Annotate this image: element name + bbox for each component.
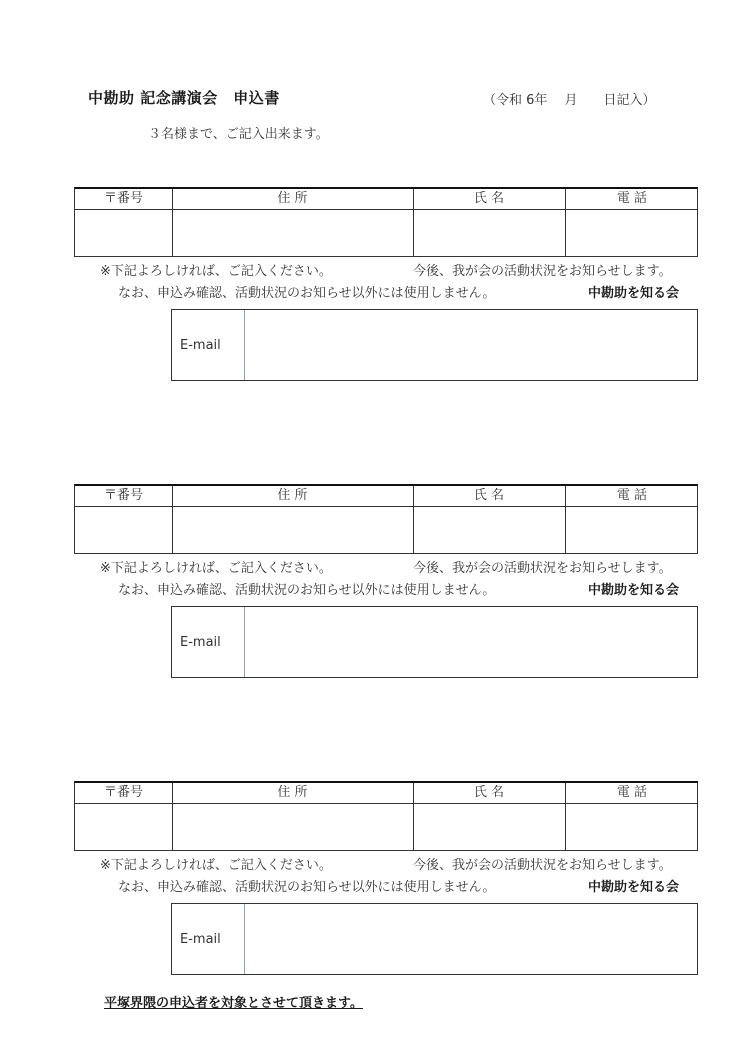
- address-field[interactable]: [173, 507, 413, 554]
- phone-header: 電 話: [616, 191, 648, 206]
- notice-line-2a: なお、申込み確認、活動状況のお知らせ以外には使用しません。: [118, 286, 496, 301]
- address-field[interactable]: [173, 210, 413, 257]
- name-header: 氏 名: [473, 785, 505, 800]
- subtitle: ３名様まで、ご記入出来ます。: [148, 127, 329, 142]
- notice-line-1b: 今後、我が会の活動状況をお知らせします。: [413, 561, 672, 576]
- email-field[interactable]: [245, 904, 697, 974]
- address-header: 住 所: [277, 488, 308, 503]
- notice-line-1b: 今後、我が会の活動状況をお知らせします。: [413, 264, 672, 279]
- organization-name: 中勘助を知る会: [588, 286, 680, 301]
- name-field[interactable]: [414, 804, 565, 851]
- address-header: 住 所: [277, 785, 308, 800]
- address-field[interactable]: [173, 804, 413, 851]
- registrant-table: [74, 781, 698, 851]
- email-box: [171, 903, 698, 975]
- notice-line-1a: ※下記よろしければ、ご記入ください。: [100, 561, 332, 576]
- postal-code-field[interactable]: [75, 210, 172, 257]
- registrant-table: [74, 187, 698, 257]
- email-box: [171, 309, 698, 381]
- notice-line-1a: ※下記よろしければ、ご記入ください。: [100, 858, 332, 873]
- phone-header: 電 話: [616, 488, 648, 503]
- date-note: （令和 6年 月 日記入）: [483, 93, 656, 108]
- phone-header: 電 話: [616, 785, 648, 800]
- email-label: E-mail: [180, 635, 221, 650]
- table-header-row: [75, 189, 697, 210]
- organization-name: 中勘助を知る会: [588, 880, 680, 895]
- email-field[interactable]: [245, 607, 697, 677]
- name-header: 氏 名: [473, 488, 505, 503]
- phone-field[interactable]: [566, 804, 697, 851]
- form-title: 中勘助 記念講演会 申込書: [88, 89, 280, 107]
- postal-code-header: 〒番号: [103, 488, 143, 503]
- email-box: [171, 606, 698, 678]
- notice-line-2a: なお、申込み確認、活動状況のお知らせ以外には使用しません。: [118, 583, 496, 598]
- registrant-block-1: [0, 187, 750, 387]
- name-header: 氏 名: [473, 191, 505, 206]
- notice-line-2a: なお、申込み確認、活動状況のお知らせ以外には使用しません。: [118, 880, 496, 895]
- name-field[interactable]: [414, 507, 565, 554]
- notice-line-1b: 今後、我が会の活動状況をお知らせします。: [413, 858, 672, 873]
- postal-code-header: 〒番号: [103, 191, 143, 206]
- email-label: E-mail: [180, 338, 221, 353]
- eligibility-note: 平塚界隈の申込者を対象とさせて頂きます。: [104, 996, 363, 1011]
- notice-line-1a: ※下記よろしければ、ご記入ください。: [100, 264, 332, 279]
- name-field[interactable]: [414, 210, 565, 257]
- table-header-row: [75, 783, 697, 804]
- postal-code-header: 〒番号: [103, 785, 143, 800]
- email-field[interactable]: [245, 310, 697, 380]
- table-header-row: [75, 486, 697, 507]
- registrant-block-3: [0, 781, 750, 981]
- phone-field[interactable]: [566, 507, 697, 554]
- registrant-table: [74, 484, 698, 554]
- email-label: E-mail: [180, 932, 221, 947]
- postal-code-field[interactable]: [75, 507, 172, 554]
- phone-field[interactable]: [566, 210, 697, 257]
- organization-name: 中勘助を知る会: [588, 583, 680, 598]
- address-header: 住 所: [277, 191, 308, 206]
- registrant-block-2: [0, 484, 750, 684]
- postal-code-field[interactable]: [75, 804, 172, 851]
